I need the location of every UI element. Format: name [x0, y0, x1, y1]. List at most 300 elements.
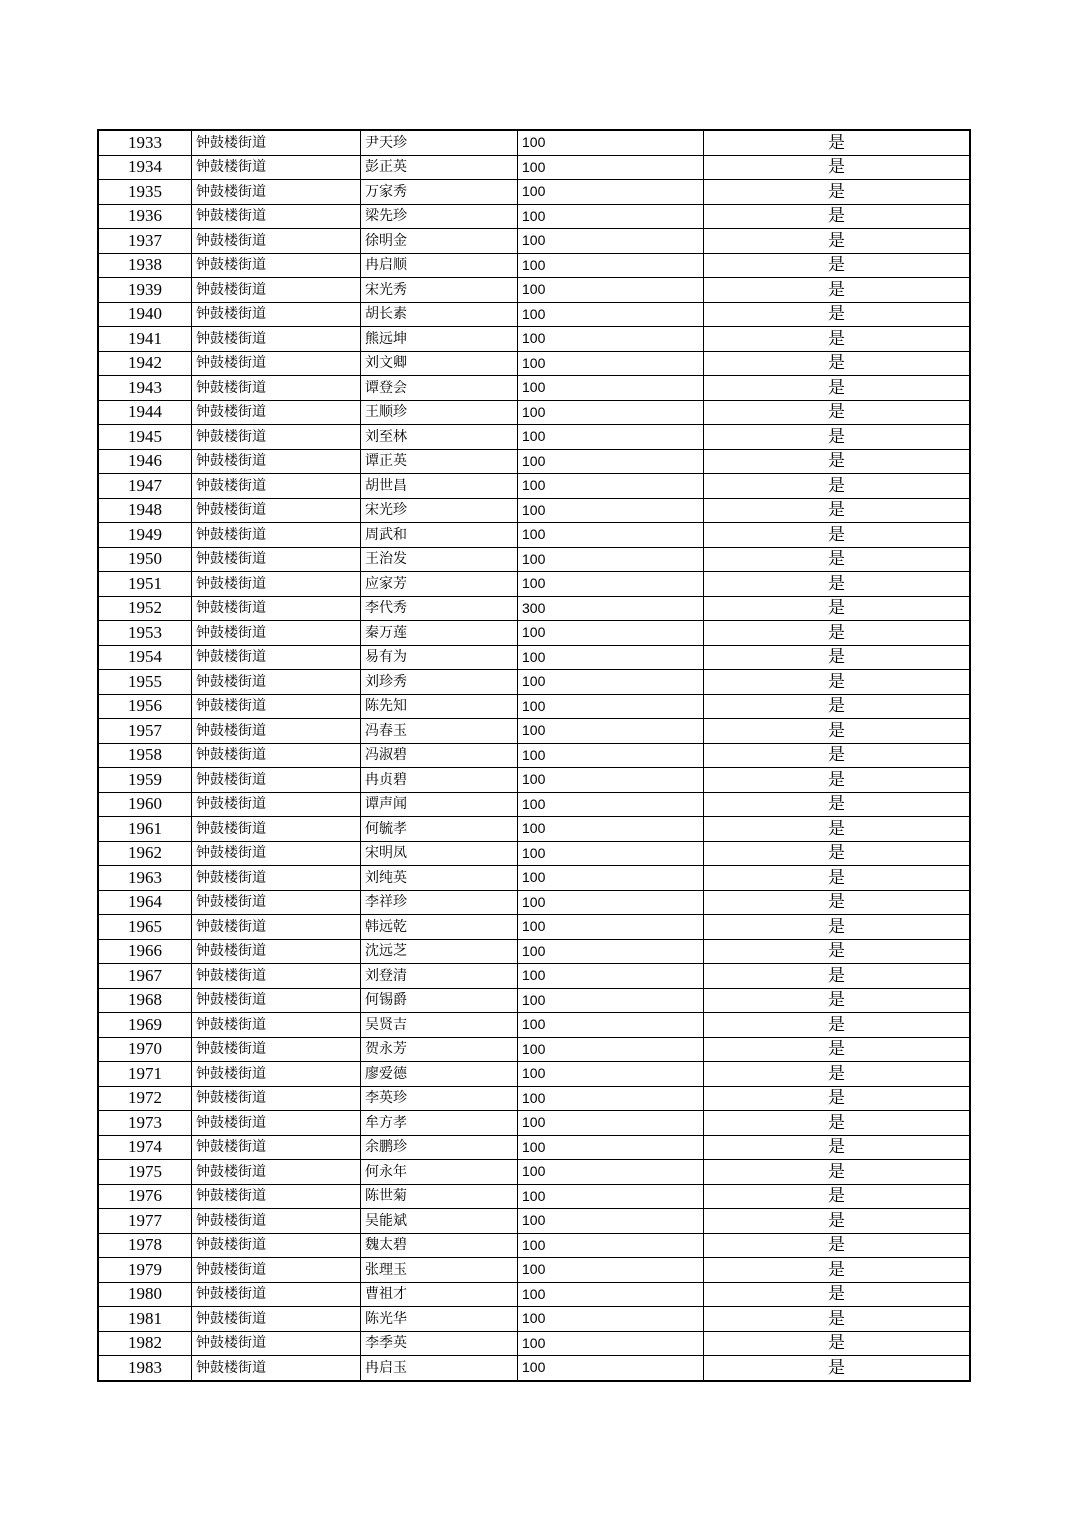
table-body: [98, 130, 970, 1381]
row-number-cell: 1965: [98, 915, 192, 940]
street-cell: 钟鼓楼街道: [192, 327, 361, 352]
flag-cell: 是: [704, 253, 971, 278]
amount-cell: 100: [518, 1209, 704, 1234]
flag-cell: 是: [704, 474, 971, 499]
row-number-cell: 1948: [98, 498, 192, 523]
flag-cell: 是: [704, 964, 971, 989]
name-cell: 冉贞碧: [361, 768, 518, 793]
name-cell: 李代秀: [361, 596, 518, 621]
name-cell: 胡世昌: [361, 474, 518, 499]
row-number-cell: 1979: [98, 1258, 192, 1283]
name-cell: 谭声闻: [361, 792, 518, 817]
name-cell: 陈先知: [361, 694, 518, 719]
table-row: [98, 1013, 970, 1038]
flag-cell: 是: [704, 425, 971, 450]
row-number-cell: 1964: [98, 890, 192, 915]
name-cell: 李季英: [361, 1331, 518, 1356]
amount-cell: 100: [518, 1013, 704, 1038]
flag-cell: 是: [704, 229, 971, 254]
name-cell: 尹天珍: [361, 130, 518, 155]
amount-cell: 100: [518, 1307, 704, 1332]
street-cell: 钟鼓楼街道: [192, 400, 361, 425]
flag-cell: 是: [704, 915, 971, 940]
table-row: [98, 474, 970, 499]
row-number-cell: 1967: [98, 964, 192, 989]
flag-cell: 是: [704, 376, 971, 401]
amount-cell: 100: [518, 351, 704, 376]
table-row: [98, 1331, 970, 1356]
row-number-cell: 1953: [98, 621, 192, 646]
table-row: [98, 866, 970, 891]
street-cell: 钟鼓楼街道: [192, 768, 361, 793]
flag-cell: 是: [704, 1209, 971, 1234]
street-cell: 钟鼓楼街道: [192, 719, 361, 744]
row-number-cell: 1969: [98, 1013, 192, 1038]
amount-cell: 100: [518, 645, 704, 670]
name-cell: 沈远芝: [361, 939, 518, 964]
table-row: [98, 1258, 970, 1283]
name-cell: 熊远坤: [361, 327, 518, 352]
flag-cell: 是: [704, 547, 971, 572]
flag-cell: 是: [704, 1233, 971, 1258]
table-row: [98, 1160, 970, 1185]
amount-cell: 100: [518, 915, 704, 940]
table-row: [98, 1184, 970, 1209]
row-number-cell: 1959: [98, 768, 192, 793]
amount-cell: 100: [518, 523, 704, 548]
street-cell: 钟鼓楼街道: [192, 425, 361, 450]
name-cell: 何锡爵: [361, 988, 518, 1013]
row-number-cell: 1957: [98, 719, 192, 744]
flag-cell: 是: [704, 1037, 971, 1062]
flag-cell: 是: [704, 743, 971, 768]
amount-cell: 100: [518, 204, 704, 229]
row-number-cell: 1975: [98, 1160, 192, 1185]
row-number-cell: 1972: [98, 1086, 192, 1111]
street-cell: 钟鼓楼街道: [192, 253, 361, 278]
row-number-cell: 1940: [98, 302, 192, 327]
table-row: [98, 1111, 970, 1136]
name-cell: 韩远乾: [361, 915, 518, 940]
amount-cell: 100: [518, 1135, 704, 1160]
street-cell: 钟鼓楼街道: [192, 474, 361, 499]
table-row: [98, 278, 970, 303]
flag-cell: 是: [704, 939, 971, 964]
street-cell: 钟鼓楼街道: [192, 180, 361, 205]
name-cell: 吴贤吉: [361, 1013, 518, 1038]
row-number-cell: 1977: [98, 1209, 192, 1234]
name-cell: 廖爱德: [361, 1062, 518, 1087]
table-row: [98, 988, 970, 1013]
street-cell: 钟鼓楼街道: [192, 792, 361, 817]
flag-cell: 是: [704, 645, 971, 670]
flag-cell: 是: [704, 841, 971, 866]
flag-cell: 是: [704, 155, 971, 180]
street-cell: 钟鼓楼街道: [192, 572, 361, 597]
amount-cell: 100: [518, 449, 704, 474]
street-cell: 钟鼓楼街道: [192, 1111, 361, 1136]
flag-cell: 是: [704, 449, 971, 474]
street-cell: 钟鼓楼街道: [192, 302, 361, 327]
row-number-cell: 1970: [98, 1037, 192, 1062]
table-row: [98, 939, 970, 964]
amount-cell: 100: [518, 327, 704, 352]
name-cell: 吴能斌: [361, 1209, 518, 1234]
row-number-cell: 1978: [98, 1233, 192, 1258]
flag-cell: 是: [704, 1013, 971, 1038]
street-cell: 钟鼓楼街道: [192, 1209, 361, 1234]
flag-cell: 是: [704, 670, 971, 695]
amount-cell: 100: [518, 1037, 704, 1062]
street-cell: 钟鼓楼街道: [192, 890, 361, 915]
table-row: [98, 253, 970, 278]
name-cell: 宋光秀: [361, 278, 518, 303]
amount-cell: 100: [518, 547, 704, 572]
table-row: [98, 841, 970, 866]
name-cell: 余鹏珍: [361, 1135, 518, 1160]
name-cell: 刘文卿: [361, 351, 518, 376]
amount-cell: 100: [518, 719, 704, 744]
table-row: [98, 1233, 970, 1258]
name-cell: 何毓孝: [361, 817, 518, 842]
flag-cell: 是: [704, 621, 971, 646]
name-cell: 刘纯英: [361, 866, 518, 891]
amount-cell: 100: [518, 1062, 704, 1087]
row-number-cell: 1974: [98, 1135, 192, 1160]
name-cell: 宋明凤: [361, 841, 518, 866]
table-row: [98, 1209, 970, 1234]
amount-cell: 100: [518, 1160, 704, 1185]
table-row: [98, 890, 970, 915]
row-number-cell: 1936: [98, 204, 192, 229]
flag-cell: 是: [704, 988, 971, 1013]
table-row: [98, 621, 970, 646]
flag-cell: 是: [704, 523, 971, 548]
row-number-cell: 1963: [98, 866, 192, 891]
street-cell: 钟鼓楼街道: [192, 964, 361, 989]
table-row: [98, 130, 970, 155]
subsidy-table: [97, 129, 971, 1382]
street-cell: 钟鼓楼街道: [192, 670, 361, 695]
row-number-cell: 1934: [98, 155, 192, 180]
flag-cell: 是: [704, 498, 971, 523]
name-cell: 胡长素: [361, 302, 518, 327]
row-number-cell: 1960: [98, 792, 192, 817]
amount-cell: 100: [518, 278, 704, 303]
amount-cell: 100: [518, 376, 704, 401]
table-row: [98, 768, 970, 793]
amount-cell: 100: [518, 425, 704, 450]
street-cell: 钟鼓楼街道: [192, 939, 361, 964]
table-row: [98, 743, 970, 768]
table-row: [98, 229, 970, 254]
row-number-cell: 1982: [98, 1331, 192, 1356]
amount-cell: 100: [518, 572, 704, 597]
name-cell: 易有为: [361, 645, 518, 670]
street-cell: 钟鼓楼街道: [192, 988, 361, 1013]
flag-cell: 是: [704, 1160, 971, 1185]
name-cell: 王顺珍: [361, 400, 518, 425]
table-row: [98, 1086, 970, 1111]
name-cell: 冉启玉: [361, 1356, 518, 1381]
name-cell: 冯淑碧: [361, 743, 518, 768]
name-cell: 牟方孝: [361, 1111, 518, 1136]
street-cell: 钟鼓楼街道: [192, 915, 361, 940]
row-number-cell: 1939: [98, 278, 192, 303]
name-cell: 陈世菊: [361, 1184, 518, 1209]
table-row: [98, 1282, 970, 1307]
flag-cell: 是: [704, 1062, 971, 1087]
row-number-cell: 1944: [98, 400, 192, 425]
name-cell: 万家秀: [361, 180, 518, 205]
flag-cell: 是: [704, 1282, 971, 1307]
name-cell: 秦万莲: [361, 621, 518, 646]
name-cell: 宋光珍: [361, 498, 518, 523]
row-number-cell: 1955: [98, 670, 192, 695]
flag-cell: 是: [704, 890, 971, 915]
row-number-cell: 1973: [98, 1111, 192, 1136]
flag-cell: 是: [704, 130, 971, 155]
street-cell: 钟鼓楼街道: [192, 155, 361, 180]
amount-cell: 100: [518, 988, 704, 1013]
flag-cell: 是: [704, 572, 971, 597]
amount-cell: 100: [518, 1233, 704, 1258]
row-number-cell: 1980: [98, 1282, 192, 1307]
amount-cell: 100: [518, 253, 704, 278]
amount-cell: 100: [518, 792, 704, 817]
amount-cell: 100: [518, 743, 704, 768]
row-number-cell: 1942: [98, 351, 192, 376]
row-number-cell: 1933: [98, 130, 192, 155]
name-cell: 周武和: [361, 523, 518, 548]
name-cell: 何永年: [361, 1160, 518, 1185]
amount-cell: 100: [518, 1356, 704, 1381]
flag-cell: 是: [704, 400, 971, 425]
table-row: [98, 1135, 970, 1160]
table-row: [98, 302, 970, 327]
street-cell: 钟鼓楼街道: [192, 1307, 361, 1332]
row-number-cell: 1937: [98, 229, 192, 254]
table-row: [98, 449, 970, 474]
name-cell: 李英珍: [361, 1086, 518, 1111]
amount-cell: 100: [518, 1111, 704, 1136]
table-row: [98, 817, 970, 842]
table-row: [98, 1356, 970, 1381]
flag-cell: 是: [704, 1331, 971, 1356]
row-number-cell: 1941: [98, 327, 192, 352]
name-cell: 刘珍秀: [361, 670, 518, 695]
flag-cell: 是: [704, 1184, 971, 1209]
amount-cell: 100: [518, 474, 704, 499]
street-cell: 钟鼓楼街道: [192, 1356, 361, 1381]
amount-cell: 100: [518, 670, 704, 695]
street-cell: 钟鼓楼街道: [192, 645, 361, 670]
flag-cell: 是: [704, 302, 971, 327]
street-cell: 钟鼓楼街道: [192, 1013, 361, 1038]
table-row: [98, 694, 970, 719]
table-row: [98, 327, 970, 352]
flag-cell: 是: [704, 351, 971, 376]
row-number-cell: 1938: [98, 253, 192, 278]
row-number-cell: 1935: [98, 180, 192, 205]
street-cell: 钟鼓楼街道: [192, 743, 361, 768]
table-row: [98, 425, 970, 450]
row-number-cell: 1966: [98, 939, 192, 964]
row-number-cell: 1943: [98, 376, 192, 401]
street-cell: 钟鼓楼街道: [192, 1135, 361, 1160]
amount-cell: 100: [518, 1282, 704, 1307]
amount-cell: 100: [518, 890, 704, 915]
table-row: [98, 670, 970, 695]
table-row: [98, 1307, 970, 1332]
row-number-cell: 1949: [98, 523, 192, 548]
street-cell: 钟鼓楼街道: [192, 817, 361, 842]
table-row: [98, 964, 970, 989]
amount-cell: 100: [518, 866, 704, 891]
street-cell: 钟鼓楼街道: [192, 1086, 361, 1111]
table-row: [98, 915, 970, 940]
table-row: [98, 1037, 970, 1062]
amount-cell: 100: [518, 939, 704, 964]
flag-cell: 是: [704, 1135, 971, 1160]
street-cell: 钟鼓楼街道: [192, 204, 361, 229]
street-cell: 钟鼓楼街道: [192, 1062, 361, 1087]
flag-cell: 是: [704, 1307, 971, 1332]
street-cell: 钟鼓楼街道: [192, 229, 361, 254]
table-row: [98, 1062, 970, 1087]
amount-cell: 100: [518, 768, 704, 793]
flag-cell: 是: [704, 694, 971, 719]
flag-cell: 是: [704, 1111, 971, 1136]
street-cell: 钟鼓楼街道: [192, 1258, 361, 1283]
row-number-cell: 1945: [98, 425, 192, 450]
street-cell: 钟鼓楼街道: [192, 1037, 361, 1062]
flag-cell: 是: [704, 866, 971, 891]
amount-cell: 100: [518, 621, 704, 646]
table-row: [98, 180, 970, 205]
name-cell: 魏太碧: [361, 1233, 518, 1258]
row-number-cell: 1946: [98, 449, 192, 474]
street-cell: 钟鼓楼街道: [192, 547, 361, 572]
row-number-cell: 1983: [98, 1356, 192, 1381]
amount-cell: 100: [518, 817, 704, 842]
name-cell: 冯春玉: [361, 719, 518, 744]
row-number-cell: 1958: [98, 743, 192, 768]
amount-cell: 100: [518, 155, 704, 180]
row-number-cell: 1950: [98, 547, 192, 572]
row-number-cell: 1947: [98, 474, 192, 499]
street-cell: 钟鼓楼街道: [192, 1331, 361, 1356]
table-row: [98, 400, 970, 425]
row-number-cell: 1981: [98, 1307, 192, 1332]
row-number-cell: 1951: [98, 572, 192, 597]
table-row: [98, 523, 970, 548]
flag-cell: 是: [704, 204, 971, 229]
amount-cell: 100: [518, 1184, 704, 1209]
street-cell: 钟鼓楼街道: [192, 130, 361, 155]
row-number-cell: 1956: [98, 694, 192, 719]
flag-cell: 是: [704, 817, 971, 842]
name-cell: 应家芳: [361, 572, 518, 597]
name-cell: 张理玉: [361, 1258, 518, 1283]
name-cell: 贺永芳: [361, 1037, 518, 1062]
street-cell: 钟鼓楼街道: [192, 596, 361, 621]
amount-cell: 100: [518, 964, 704, 989]
row-number-cell: 1954: [98, 645, 192, 670]
name-cell: 彭正英: [361, 155, 518, 180]
street-cell: 钟鼓楼街道: [192, 1282, 361, 1307]
street-cell: 钟鼓楼街道: [192, 621, 361, 646]
flag-cell: 是: [704, 180, 971, 205]
table-row: [98, 719, 970, 744]
amount-cell: 100: [518, 694, 704, 719]
row-number-cell: 1971: [98, 1062, 192, 1087]
flag-cell: 是: [704, 278, 971, 303]
table-row: [98, 351, 970, 376]
amount-cell: 100: [518, 841, 704, 866]
flag-cell: 是: [704, 792, 971, 817]
amount-cell: 100: [518, 1086, 704, 1111]
name-cell: 徐明金: [361, 229, 518, 254]
street-cell: 钟鼓楼街道: [192, 694, 361, 719]
amount-cell: 100: [518, 1258, 704, 1283]
amount-cell: 100: [518, 1331, 704, 1356]
flag-cell: 是: [704, 327, 971, 352]
flag-cell: 是: [704, 719, 971, 744]
name-cell: 冉启顺: [361, 253, 518, 278]
name-cell: 刘至林: [361, 425, 518, 450]
name-cell: 王治发: [361, 547, 518, 572]
amount-cell: 100: [518, 498, 704, 523]
street-cell: 钟鼓楼街道: [192, 376, 361, 401]
name-cell: 陈光华: [361, 1307, 518, 1332]
street-cell: 钟鼓楼街道: [192, 1184, 361, 1209]
amount-cell: 300: [518, 596, 704, 621]
table-row: [98, 792, 970, 817]
table-row: [98, 155, 970, 180]
row-number-cell: 1962: [98, 841, 192, 866]
row-number-cell: 1961: [98, 817, 192, 842]
name-cell: 谭正英: [361, 449, 518, 474]
street-cell: 钟鼓楼街道: [192, 498, 361, 523]
street-cell: 钟鼓楼街道: [192, 1233, 361, 1258]
amount-cell: 100: [518, 302, 704, 327]
street-cell: 钟鼓楼街道: [192, 449, 361, 474]
table-row: [98, 547, 970, 572]
flag-cell: 是: [704, 768, 971, 793]
table-row: [98, 596, 970, 621]
table-row: [98, 204, 970, 229]
name-cell: 曹祖才: [361, 1282, 518, 1307]
row-number-cell: 1976: [98, 1184, 192, 1209]
street-cell: 钟鼓楼街道: [192, 523, 361, 548]
table-row: [98, 498, 970, 523]
amount-cell: 100: [518, 130, 704, 155]
flag-cell: 是: [704, 1356, 971, 1381]
street-cell: 钟鼓楼街道: [192, 278, 361, 303]
row-number-cell: 1952: [98, 596, 192, 621]
name-cell: 梁先珍: [361, 204, 518, 229]
name-cell: 刘登清: [361, 964, 518, 989]
street-cell: 钟鼓楼街道: [192, 866, 361, 891]
flag-cell: 是: [704, 1258, 971, 1283]
amount-cell: 100: [518, 229, 704, 254]
table-row: [98, 645, 970, 670]
street-cell: 钟鼓楼街道: [192, 841, 361, 866]
flag-cell: 是: [704, 596, 971, 621]
name-cell: 谭登会: [361, 376, 518, 401]
amount-cell: 100: [518, 180, 704, 205]
